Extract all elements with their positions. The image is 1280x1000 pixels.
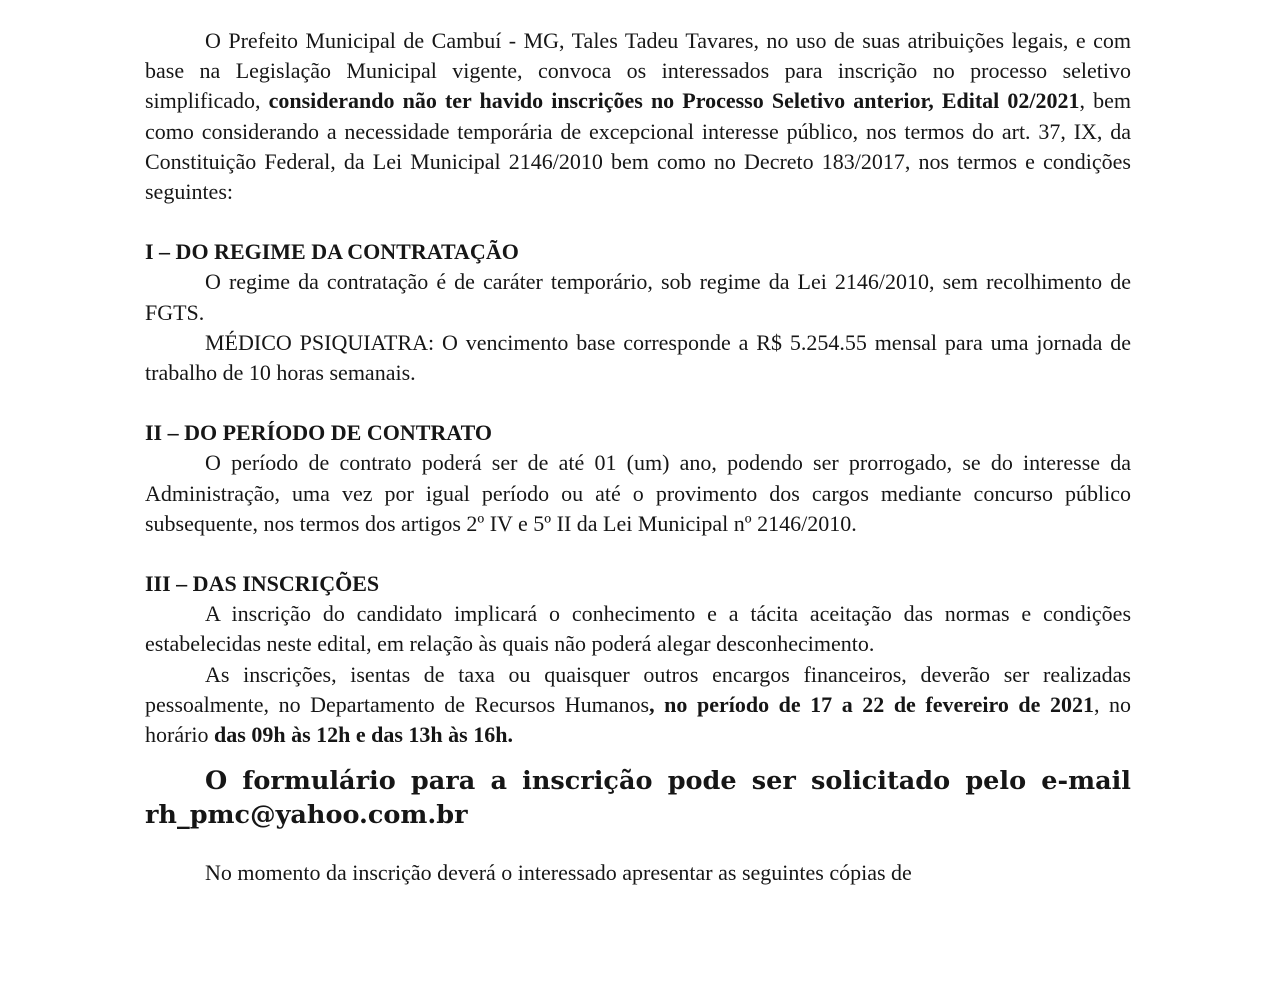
registration-period: , no período de 17 a 22 de fevereiro de 2021 [649, 691, 1094, 717]
spacer [145, 539, 1131, 569]
registration-text-2: , no horário [145, 691, 1131, 748]
registration-hours: das 09h às 12h e das 13h às 16h. [214, 722, 513, 748]
intro-text-2: , bem como considerando a necessidade temporária de excepcional interesse público, nos termos do art. 37, IX, da Constituição Federal, da Lei Municipal 2146/2010 bem como no Decreto 183/2017, nos termos e condições seguintes: [145, 88, 1131, 205]
section-3-heading: III – DAS INSCRIÇÕES [145, 571, 380, 597]
spacer [145, 207, 1131, 237]
section-1-heading: I – DO REGIME DA CONTRATAÇÃO [145, 239, 519, 265]
section-1-paragraph-1: O regime da contratação é de caráter temporário, sob regime da Lei 2146/2010, sem recolhimento de FGTS. [145, 269, 1131, 325]
document-page [145, 26, 1131, 888]
section-2-heading: II – DO PERÍODO DE CONTRATO [145, 420, 492, 446]
intro-paragraph [145, 26, 1131, 207]
form-email-notice: O formulário para a inscrição pode ser solicitado pelo e-mail rh_pmc@yahoo.com.br [145, 766, 1131, 831]
section-1-paragraph-2: MÉDICO PSIQUIATRA: O vencimento base corresponde a R$ 5.254.55 mensal para uma jornada de trabalho de 10 horas semanais. [145, 329, 1131, 386]
section-3-paragraph-1: A inscrição do candidato implicará o conhecimento e a tácita aceitação das normas e condições estabelecidas neste edital, em relação às quais não poderá alegar desconhecimento. [145, 601, 1131, 657]
registration-text-1: As inscrições, isentas de taxa ou quaisquer outros encargos financeiros, deverão ser realizadas pessoalmente, no Departamento de Recursos Humanos [145, 661, 1131, 717]
intro-bold-text: considerando não ter havido inscrições no Processo Seletivo anterior, Edital 02/2021 [268, 88, 1080, 114]
intro-text-1: O Prefeito Municipal de Cambuí - MG, Tales Tadeu Tavares, no uso de suas atribuições legais, e com base na Legislação Municipal vigente, convoca os interessados para inscrição no processo seletivo simplificado, [145, 28, 1131, 114]
section-3-paragraph-2 [145, 660, 1131, 751]
section-2-paragraph-1: O período de contrato poderá ser de até 01 (um) ano, podendo ser prorrogado, se do interesse da Administração, uma vez por igual período ou até o provimento dos cargos mediante concurso público subsequente, nos termos dos artigos 2º IV e 5º II da Lei Municipal nº 2146/2010. [145, 450, 1131, 536]
spacer [145, 388, 1131, 418]
section-3-paragraph-3: No momento da inscrição deverá o interessado apresentar as seguintes cópias de [205, 860, 912, 886]
